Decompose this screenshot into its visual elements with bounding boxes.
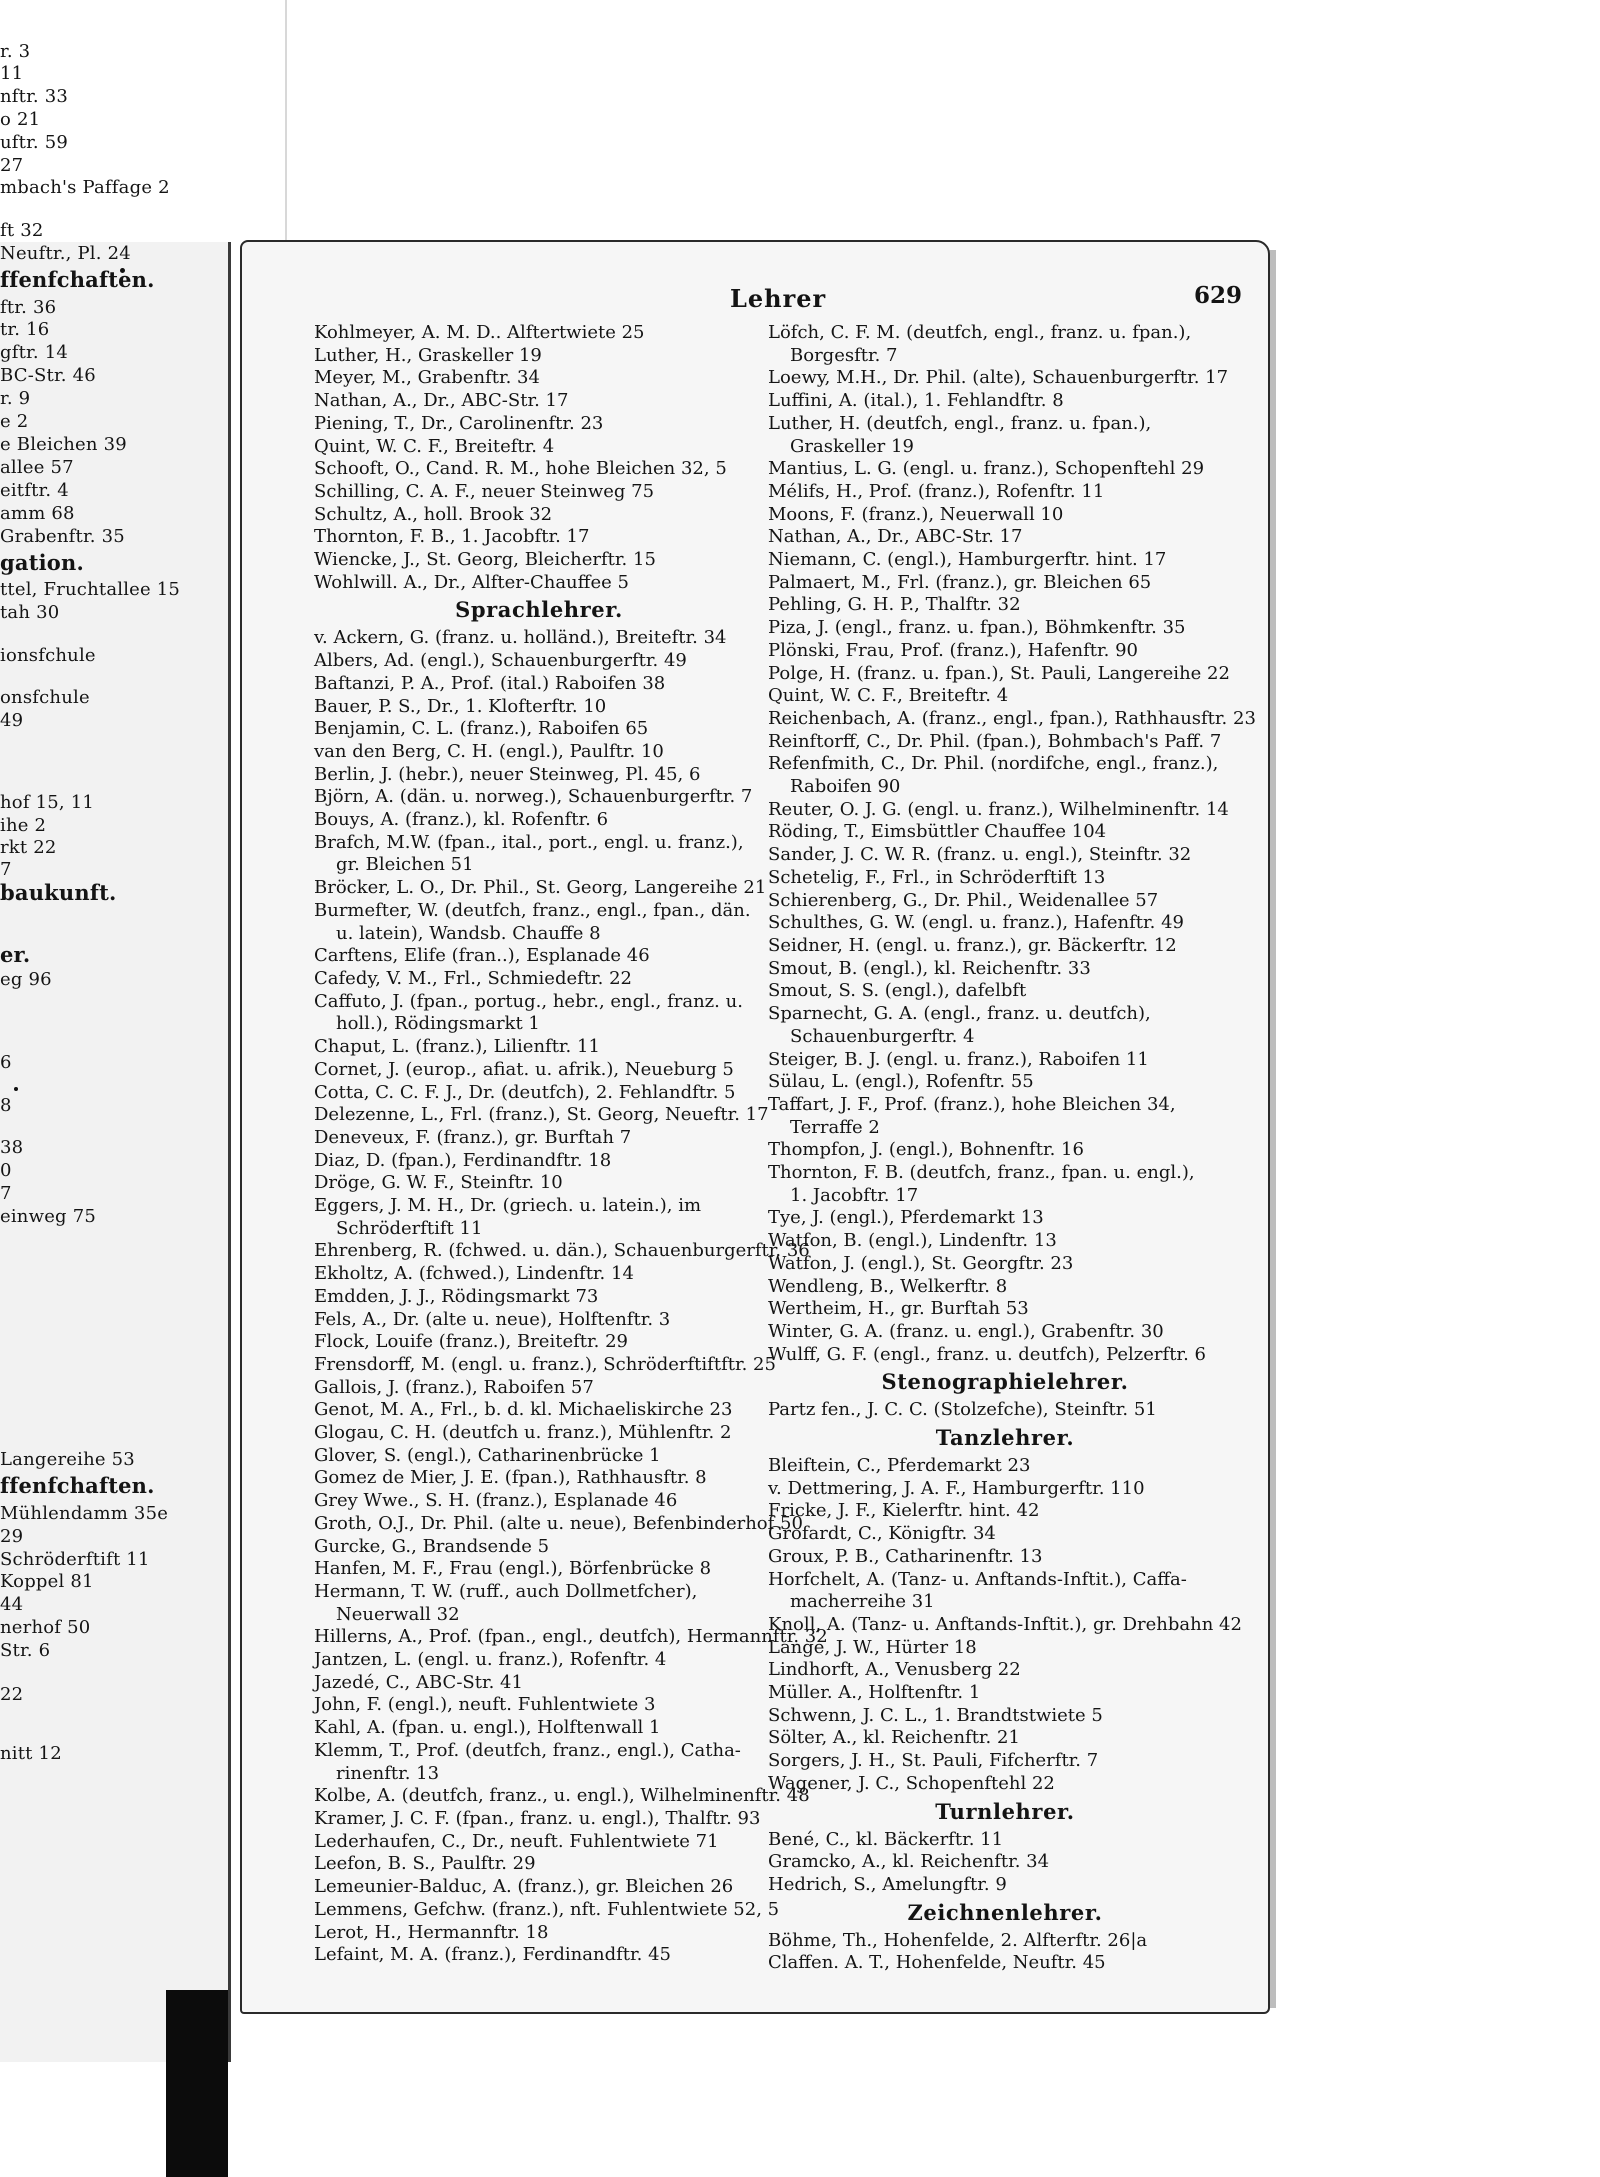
section-heading-fragment: ffenfchaften. bbox=[0, 267, 155, 292]
directory-entry: Glover, S. (engl.), Catharinenbrücke 1 bbox=[314, 1444, 661, 1466]
directory-entry: Wertheim, H., gr. Burftah 53 bbox=[768, 1298, 1029, 1320]
directory-entry: Deneveux, F. (franz.), gr. Burftah 7 bbox=[314, 1126, 632, 1148]
directory-entry: Kohlmeyer, A. M. D.. Alftertwiete 25 bbox=[314, 322, 645, 343]
directory-entry: v. Ackern, G. (franz. u. holländ.), Breiteftr. 34 bbox=[314, 627, 727, 649]
directory-entry: Partz fen., J. C. C. (Stolzefche), Steinftr. 51 bbox=[768, 1399, 1157, 1421]
entry-fragment: Koppel 81 bbox=[0, 1571, 94, 1592]
directory-entry: Lefaint, M. A. (franz.), Ferdinandftr. 45 bbox=[314, 1944, 671, 1966]
directory-entry: Cafedy, V. M., Frl., Schmiedeftr. 22 bbox=[314, 967, 632, 989]
directory-entry: Löfch, C. F. M. (deutfch, engl., franz. u. fpan.), bbox=[768, 322, 1192, 343]
directory-entry: Luther, H., Graskeller 19 bbox=[314, 344, 542, 366]
entry-fragment: e 2 bbox=[0, 411, 29, 432]
binding-strip bbox=[166, 1990, 228, 2177]
entry-fragment: 7 bbox=[0, 859, 12, 880]
section-heading-fragment: gation. bbox=[0, 550, 84, 575]
directory-entry: Watfon, J. (engl.), St. Georgftr. 23 bbox=[768, 1252, 1074, 1274]
directory-entry: Gomez de Mier, J. E. (fpan.), Rathhausftr. 8 bbox=[314, 1467, 707, 1489]
directory-entry: Burmefter, W. (deutfch, franz., engl., fpan., dän. bbox=[314, 899, 751, 921]
entry-fragment: einweg 75 bbox=[0, 1206, 97, 1227]
directory-entry: Taffart, J. F., Prof. (franz.), hohe Bleichen 34, bbox=[768, 1093, 1176, 1115]
directory-entry: Steiger, B. J. (engl. u. franz.), Raboifen 11 bbox=[768, 1048, 1149, 1070]
entry-fragment: 29 bbox=[0, 1526, 24, 1547]
directory-entry: Sülau, L. (engl.), Rofenftr. 55 bbox=[768, 1071, 1034, 1093]
entry-fragment: 44 bbox=[0, 1594, 24, 1615]
entry-fragment: uftr. 59 bbox=[0, 132, 69, 153]
directory-entry-continuation: Schauenburgerftr. 4 bbox=[790, 1025, 975, 1047]
entry-fragment: BC-Str. 46 bbox=[0, 365, 96, 386]
directory-entry: Lindhorft, A., Venusberg 22 bbox=[768, 1659, 1021, 1681]
directory-entry: Diaz, D. (fpan.), Ferdinandftr. 18 bbox=[314, 1149, 612, 1171]
directory-entry: Frensdorff, M. (engl. u. franz.), Schröderftiftftr. 25 bbox=[314, 1353, 776, 1375]
directory-entry: Meyer, M., Grabenftr. 34 bbox=[314, 367, 540, 389]
entry-fragment: Grabenftr. 35 bbox=[0, 526, 125, 547]
directory-entry: Lemeunier-Balduc, A. (franz.), gr. Bleichen 26 bbox=[314, 1876, 734, 1898]
entry-fragment: ft 32 bbox=[0, 220, 44, 241]
directory-entry-continuation: gr. Bleichen 51 bbox=[336, 854, 474, 876]
directory-entry: Groth, O.J., Dr. Phil. (alte u. neue), Befenbinderhof 50 bbox=[314, 1512, 803, 1534]
directory-entry: Müller. A., Holftenftr. 1 bbox=[768, 1682, 981, 1704]
directory-entry: Hedrich, S., Amelungftr. 9 bbox=[768, 1874, 1007, 1895]
section-heading-fragment: baukunft. bbox=[0, 880, 117, 905]
section-heading: Sprachlehrer. bbox=[455, 597, 623, 623]
directory-entry: Loewy, M.H., Dr. Phil. (alte), Schauenburgerftr. 17 bbox=[768, 367, 1229, 389]
directory-entry-continuation: Raboifen 90 bbox=[790, 776, 901, 798]
directory-entry: Albers, Ad. (engl.), Schauenburgerftr. 49 bbox=[314, 650, 687, 672]
entry-fragment: o 21 bbox=[0, 109, 41, 130]
directory-entry: Kolbe, A. (deutfch, franz., u. engl.), Wilhelminenftr. 48 bbox=[314, 1785, 810, 1807]
directory-entry: Chaput, L. (franz.), Lilienftr. 11 bbox=[314, 1036, 600, 1058]
entry-fragment: mbach's Paffage 2 bbox=[0, 177, 170, 198]
directory-entry: Bouys, A. (franz.), kl. Rofenftr. 6 bbox=[314, 809, 609, 831]
directory-entry: Smout, S. S. (engl.), dafelbft bbox=[768, 980, 1027, 1002]
directory-entry: Luffini, A. (ital.), 1. Fehlandftr. 8 bbox=[768, 390, 1064, 412]
running-header: Lehrer bbox=[730, 284, 827, 313]
directory-entry: Hanfen, M. F., Frau (engl.), Börfenbrücke 8 bbox=[314, 1558, 712, 1580]
directory-entry: Thornton, F. B., 1. Jacobftr. 17 bbox=[314, 526, 590, 548]
section-heading-fragment: er. bbox=[0, 942, 31, 967]
directory-entry: Hermann, T. W. (ruff., auch Dollmetfcher), bbox=[314, 1580, 698, 1602]
directory-entry-continuation: u. latein), Wandsb. Chauffe 8 bbox=[336, 922, 601, 944]
directory-column-right bbox=[768, 322, 1256, 1975]
directory-entry: Benjamin, C. L. (franz.), Raboifen 65 bbox=[314, 718, 649, 740]
entry-fragment: ionsfchule bbox=[0, 645, 96, 666]
directory-entry: Refenfmith, C., Dr. Phil. (nordifche, engl., franz.), bbox=[768, 753, 1219, 775]
directory-entry: Emdden, J. J., Rödingsmarkt 73 bbox=[314, 1285, 599, 1307]
entry-fragment: Langereihe 53 bbox=[0, 1449, 135, 1470]
entry-fragment: r. 3 bbox=[0, 41, 31, 62]
directory-entry: Plönski, Frau, Prof. (franz.), Hafenftr. 90 bbox=[768, 639, 1139, 661]
entry-fragment: eg 96 bbox=[0, 969, 52, 990]
directory-column-left bbox=[314, 322, 828, 1967]
directory-entry: Claffen. A. T., Hohenfelde, Neuftr. 45 bbox=[768, 1952, 1106, 1974]
entry-fragment: 7 bbox=[0, 1183, 12, 1204]
entry-fragment: nitt 12 bbox=[0, 1743, 62, 1764]
entry-fragment: 22 bbox=[0, 1684, 24, 1705]
directory-entry: Gramcko, A., kl. Reichenftr. 34 bbox=[768, 1851, 1050, 1873]
entry-fragment: rkt 22 bbox=[0, 837, 57, 858]
directory-entry: Sparnecht, G. A. (engl., franz. u. deutfch), bbox=[768, 1003, 1151, 1025]
directory-entry-continuation: Borgesftr. 7 bbox=[790, 344, 898, 366]
directory-entry: Fels, A., Dr. (alte u. neue), Holftenftr. 3 bbox=[314, 1308, 671, 1330]
directory-entry: Wendleng, B., Welkerftr. 8 bbox=[768, 1275, 1008, 1297]
directory-entry: Horfchelt, A. (Tanz- u. Anftands-Inftit.), Caffa- bbox=[768, 1568, 1187, 1590]
directory-entry: Quint, W. C. F., Breiteftr. 4 bbox=[314, 435, 555, 457]
directory-entry: Böhme, Th., Hohenfelde, 2. Alfterftr. 26|a bbox=[768, 1929, 1148, 1951]
directory-entry: Björn, A. (dän. u. norweg.), Schauenburgerftr. 7 bbox=[314, 786, 753, 808]
directory-entry: Reuter, O. J. G. (engl. u. franz.), Wilhelminenftr. 14 bbox=[768, 798, 1229, 820]
directory-entry: Schultz, A., holl. Brook 32 bbox=[314, 503, 553, 525]
directory-entry: Mantius, L. G. (engl. u. franz.), Schopenftehl 29 bbox=[768, 458, 1205, 480]
entry-fragment: tr. 16 bbox=[0, 319, 50, 340]
entry-fragment: 11 bbox=[0, 63, 24, 84]
entry-fragment: 49 bbox=[0, 710, 24, 731]
directory-entry: Palmaert, M., Frl. (franz.), gr. Bleichen 65 bbox=[768, 571, 1152, 593]
directory-entry: Thompfon, J. (engl.), Bohnenftr. 16 bbox=[768, 1139, 1084, 1161]
directory-entry: Kramer, J. C. F. (fpan., franz. u. engl.), Thalftr. 93 bbox=[314, 1808, 761, 1829]
section-heading: Stenographielehrer. bbox=[881, 1369, 1129, 1395]
entry-fragment: amm 68 bbox=[0, 503, 75, 524]
entry-fragment: Mühlendamm 35e bbox=[0, 1503, 169, 1524]
directory-entry-continuation: Neuerwall 32 bbox=[336, 1603, 460, 1625]
directory-entry: Wohlwill. A., Dr., Alfter-Chauffee 5 bbox=[314, 571, 629, 593]
directory-entry: Gurcke, G., Brandsende 5 bbox=[314, 1535, 550, 1557]
directory-entry: Mélifs, H., Prof. (franz.), Rofenftr. 11 bbox=[768, 480, 1105, 502]
directory-entry-continuation: Schröderftift 11 bbox=[336, 1217, 483, 1239]
directory-entry: Smout, B. (engl.), kl. Reichenftr. 33 bbox=[768, 957, 1091, 979]
entry-fragment: nerhof 50 bbox=[0, 1617, 91, 1638]
directory-entry: Klemm, T., Prof. (deutfch, franz., engl.), Catha- bbox=[314, 1739, 741, 1761]
entry-fragment: e Bleichen 39 bbox=[0, 434, 127, 455]
directory-entry: Sander, J. C. W. R. (franz. u. engl.), Steinftr. 32 bbox=[768, 844, 1192, 866]
directory-entry: Delezenne, L., Frl. (franz.), St. Georg, Neueftr. 17 bbox=[314, 1104, 769, 1126]
left-page bbox=[0, 41, 231, 2062]
directory-entry: Winter, G. A. (franz. u. engl.), Grabenftr. 30 bbox=[768, 1320, 1164, 1342]
directory-entry: Schulthes, G. W. (engl. u. franz.), Hafenftr. 49 bbox=[768, 912, 1184, 934]
directory-entry-continuation: rinenftr. 13 bbox=[336, 1762, 440, 1784]
directory-entry: Fricke, J. F., Kielerftr. hint. 42 bbox=[768, 1500, 1040, 1522]
entry-fragment: 0 bbox=[0, 1160, 12, 1181]
entry-fragment: 8 bbox=[0, 1095, 12, 1116]
directory-entry: Bleiftein, C., Pferdemarkt 23 bbox=[768, 1455, 1031, 1477]
directory-entry: Piening, T., Dr., Carolinenftr. 23 bbox=[314, 412, 604, 434]
directory-entry-continuation: Terraffe 2 bbox=[790, 1116, 880, 1138]
directory-entry: Luther, H. (deutfch, engl., franz. u. fpan.), bbox=[768, 412, 1152, 434]
directory-entry: Baftanzi, P. A., Prof. (ital.) Raboifen 38 bbox=[314, 672, 666, 694]
directory-entry: Schwenn, J. C. L., 1. Brandtstwiete 5 bbox=[768, 1704, 1103, 1726]
directory-entry: Eggers, J. M. H., Dr. (griech. u. latein.), im bbox=[314, 1195, 702, 1217]
directory-entry: Lemmens, Gefchw. (franz.), nft. Fuhlentwiete 52, 5 bbox=[314, 1898, 780, 1920]
entry-fragment: gftr. 14 bbox=[0, 342, 68, 363]
entry-fragment: Neuftr., Pl. 24 bbox=[0, 243, 131, 264]
entry-fragment: eitftr. 4 bbox=[0, 480, 69, 501]
directory-entry: Bröcker, L. O., Dr. Phil., St. Georg, Langereihe 21 bbox=[314, 877, 767, 899]
directory-entry: Bauer, P. S., Dr., 1. Klofterftr. 10 bbox=[314, 695, 607, 717]
directory-entry: Kahl, A. (fpan. u. engl.), Holftenwall 1 bbox=[314, 1717, 661, 1739]
directory-entry: Lerot, H., Hermannftr. 18 bbox=[314, 1921, 549, 1943]
section-heading: Tanzlehrer. bbox=[935, 1425, 1075, 1451]
directory-entry: Bené, C., kl. Bäckerftr. 11 bbox=[768, 1828, 1004, 1850]
directory-entry: Cornet, J. (europ., afiat. u. afrik.), Neueburg 5 bbox=[314, 1058, 734, 1080]
directory-entry: Grey Wwe., S. H. (franz.), Esplanade 46 bbox=[314, 1490, 678, 1512]
directory-entry: Ekholtz, A. (fchwed.), Lindenftr. 14 bbox=[314, 1263, 634, 1285]
directory-entry: Lange, J. W., Hürter 18 bbox=[768, 1636, 977, 1658]
directory-entry: Dröge, G. W. F., Steinftr. 10 bbox=[314, 1172, 563, 1194]
directory-entry: Gallois, J. (franz.), Raboifen 57 bbox=[314, 1376, 594, 1398]
entry-fragment: ihe 2 bbox=[0, 815, 47, 836]
directory-entry: Wagener, J. C., Schopenftehl 22 bbox=[768, 1772, 1055, 1794]
directory-entry-continuation: Graskeller 19 bbox=[790, 435, 914, 457]
directory-entry: Carftens, Elife (fran..), Esplanade 46 bbox=[314, 945, 650, 967]
directory-entry-continuation: holl.), Rödingsmarkt 1 bbox=[336, 1013, 540, 1035]
directory-entry: Piza, J. (engl., franz. u. fpan.), Böhmkenftr. 35 bbox=[768, 617, 1186, 639]
section-heading: Turnlehrer. bbox=[935, 1798, 1075, 1824]
entry-fragment: onsfchule bbox=[0, 687, 90, 708]
directory-entry: John, F. (engl.), neuft. Fuhlentwiete 3 bbox=[314, 1694, 656, 1716]
directory-entry: Reichenbach, A. (franz., engl., fpan.), Rathhausftr. 23 bbox=[768, 707, 1256, 729]
entry-fragment: r. 9 bbox=[0, 388, 31, 409]
entry-fragment: ttel, Fruchtallee 15 bbox=[0, 579, 181, 600]
directory-entry: Jantzen, L. (engl. u. franz.), Rofenftr. 4 bbox=[314, 1649, 667, 1671]
entry-fragment: allee 57 bbox=[0, 457, 74, 478]
directory-entry: Lederhaufen, C., Dr., neuft. Fuhlentwiete 71 bbox=[314, 1830, 719, 1852]
ink-dot bbox=[14, 1087, 18, 1091]
directory-entry: Nathan, A., Dr., ABC-Str. 17 bbox=[314, 390, 569, 412]
directory-entry: Groux, P. B., Catharinenftr. 13 bbox=[768, 1545, 1043, 1567]
entry-fragment: 38 bbox=[0, 1137, 24, 1158]
entry-fragment: 6 bbox=[0, 1052, 12, 1073]
entry-fragment: nftr. 33 bbox=[0, 86, 69, 107]
directory-entry: Flock, Louife (franz.), Breiteftr. 29 bbox=[314, 1331, 628, 1353]
entry-fragment: hof 15, 11 bbox=[0, 792, 95, 813]
directory-entry: Nathan, A., Dr., ABC-Str. 17 bbox=[768, 526, 1023, 548]
directory-entry: Schierenberg, G., Dr. Phil., Weidenallee 57 bbox=[768, 889, 1159, 911]
directory-entry: Hillerns, A., Prof. (fpan., engl., deutfch), Hermannftr. 32 bbox=[314, 1626, 828, 1648]
directory-entry: Reinftorff, C., Dr. Phil. (fpan.), Bohmbach's Paff. 7 bbox=[768, 730, 1222, 752]
directory-entry: Sölter, A., kl. Reichenftr. 21 bbox=[768, 1727, 1020, 1749]
directory-entry: Watfon, B. (engl.), Lindenftr. 13 bbox=[768, 1230, 1057, 1252]
directory-entry: Jazedé, C., ABC-Str. 41 bbox=[314, 1671, 523, 1693]
directory-entry: Cotta, C. C. F. J., Dr. (deutfch), 2. Fehlandftr. 5 bbox=[314, 1081, 736, 1103]
directory-entry: Glogau, C. H. (deutfch u. franz.), Mühlenftr. 2 bbox=[314, 1422, 732, 1444]
directory-entry: Leefon, B. S., Paulftr. 29 bbox=[314, 1853, 536, 1875]
directory-entry: Wulff, G. F. (engl., franz. u. deutfch), Pelzerftr. 6 bbox=[768, 1343, 1206, 1365]
directory-entry: Brafch, M.W. (fpan., ital., port., engl. u. franz.), bbox=[314, 831, 744, 853]
directory-entry: Thornton, F. B. (deutfch, franz., fpan. u. engl.), bbox=[768, 1162, 1195, 1184]
entry-fragment: Schröderftift 11 bbox=[0, 1549, 150, 1570]
directory-entry-continuation: macherreihe 31 bbox=[790, 1591, 935, 1613]
page-number: 629 bbox=[1193, 282, 1242, 309]
directory-entry: Röding, T., Eimsbüttler Chauffee 104 bbox=[768, 821, 1107, 843]
directory-entry: Schooft, O., Cand. R. M., hohe Bleichen 32, 5 bbox=[314, 458, 727, 480]
directory-entry: Seidner, H. (engl. u. franz.), gr. Bäckerftr. 12 bbox=[768, 934, 1177, 956]
directory-entry: Pehling, G. H. P., Thalftr. 32 bbox=[768, 594, 1021, 616]
directory-entry: Ehrenberg, R. (fchwed. u. dän.), Schauenburgerftr. 36 bbox=[314, 1240, 810, 1262]
directory-entry: Caffuto, J. (fpan., portug., hebr., engl., franz. u. bbox=[314, 990, 743, 1012]
section-heading: Zeichnenlehrer. bbox=[907, 1899, 1103, 1925]
directory-entry: Schilling, C. A. F., neuer Steinweg 75 bbox=[314, 480, 655, 502]
directory-entry: Quint, W. C. F., Breiteftr. 4 bbox=[768, 685, 1009, 707]
directory-entry: Sorgers, J. H., St. Pauli, Fifcherftr. 7 bbox=[768, 1750, 1099, 1772]
directory-entry-continuation: 1. Jacobftr. 17 bbox=[790, 1184, 919, 1206]
directory-entry: van den Berg, C. H. (engl.), Paulftr. 10 bbox=[314, 740, 664, 762]
right-page bbox=[240, 240, 1270, 2014]
entry-fragment: Str. 6 bbox=[0, 1640, 51, 1661]
entry-fragment: 27 bbox=[0, 155, 24, 176]
directory-entry: Berlin, J. (hebr.), neuer Steinweg, Pl. 45, 6 bbox=[314, 763, 701, 785]
directory-entry: Knoll, A. (Tanz- u. Anftands-Inftit.), gr. Drehbahn 42 bbox=[768, 1613, 1242, 1635]
background-rule bbox=[285, 0, 287, 250]
directory-entry: v. Dettmering, J. A. F., Hamburgerftr. 110 bbox=[768, 1477, 1145, 1499]
directory-entry: Moons, F. (franz.), Neuerwall 10 bbox=[768, 503, 1064, 525]
directory-entry: Genot, M. A., Frl., b. d. kl. Michaeliskirche 23 bbox=[314, 1399, 733, 1421]
directory-entry: Tye, J. (engl.), Pferdemarkt 13 bbox=[768, 1207, 1044, 1229]
directory-entry: Schetelig, F., Frl., in Schröderftift 13 bbox=[768, 866, 1106, 888]
directory-entry: Polge, H. (franz. u. fpan.), St. Pauli, Langereihe 22 bbox=[768, 662, 1230, 684]
directory-entry: Wiencke, J., St. Georg, Bleicherftr. 15 bbox=[314, 549, 656, 571]
entry-fragment: ftr. 36 bbox=[0, 297, 57, 318]
section-heading-fragment: ffenfchaften. bbox=[0, 1473, 155, 1498]
entry-fragment: tah 30 bbox=[0, 602, 60, 623]
directory-entry: Niemann, C. (engl.), Hamburgerftr. hint. 17 bbox=[768, 549, 1167, 571]
directory-entry: Grofardt, C., Königftr. 34 bbox=[768, 1523, 996, 1545]
